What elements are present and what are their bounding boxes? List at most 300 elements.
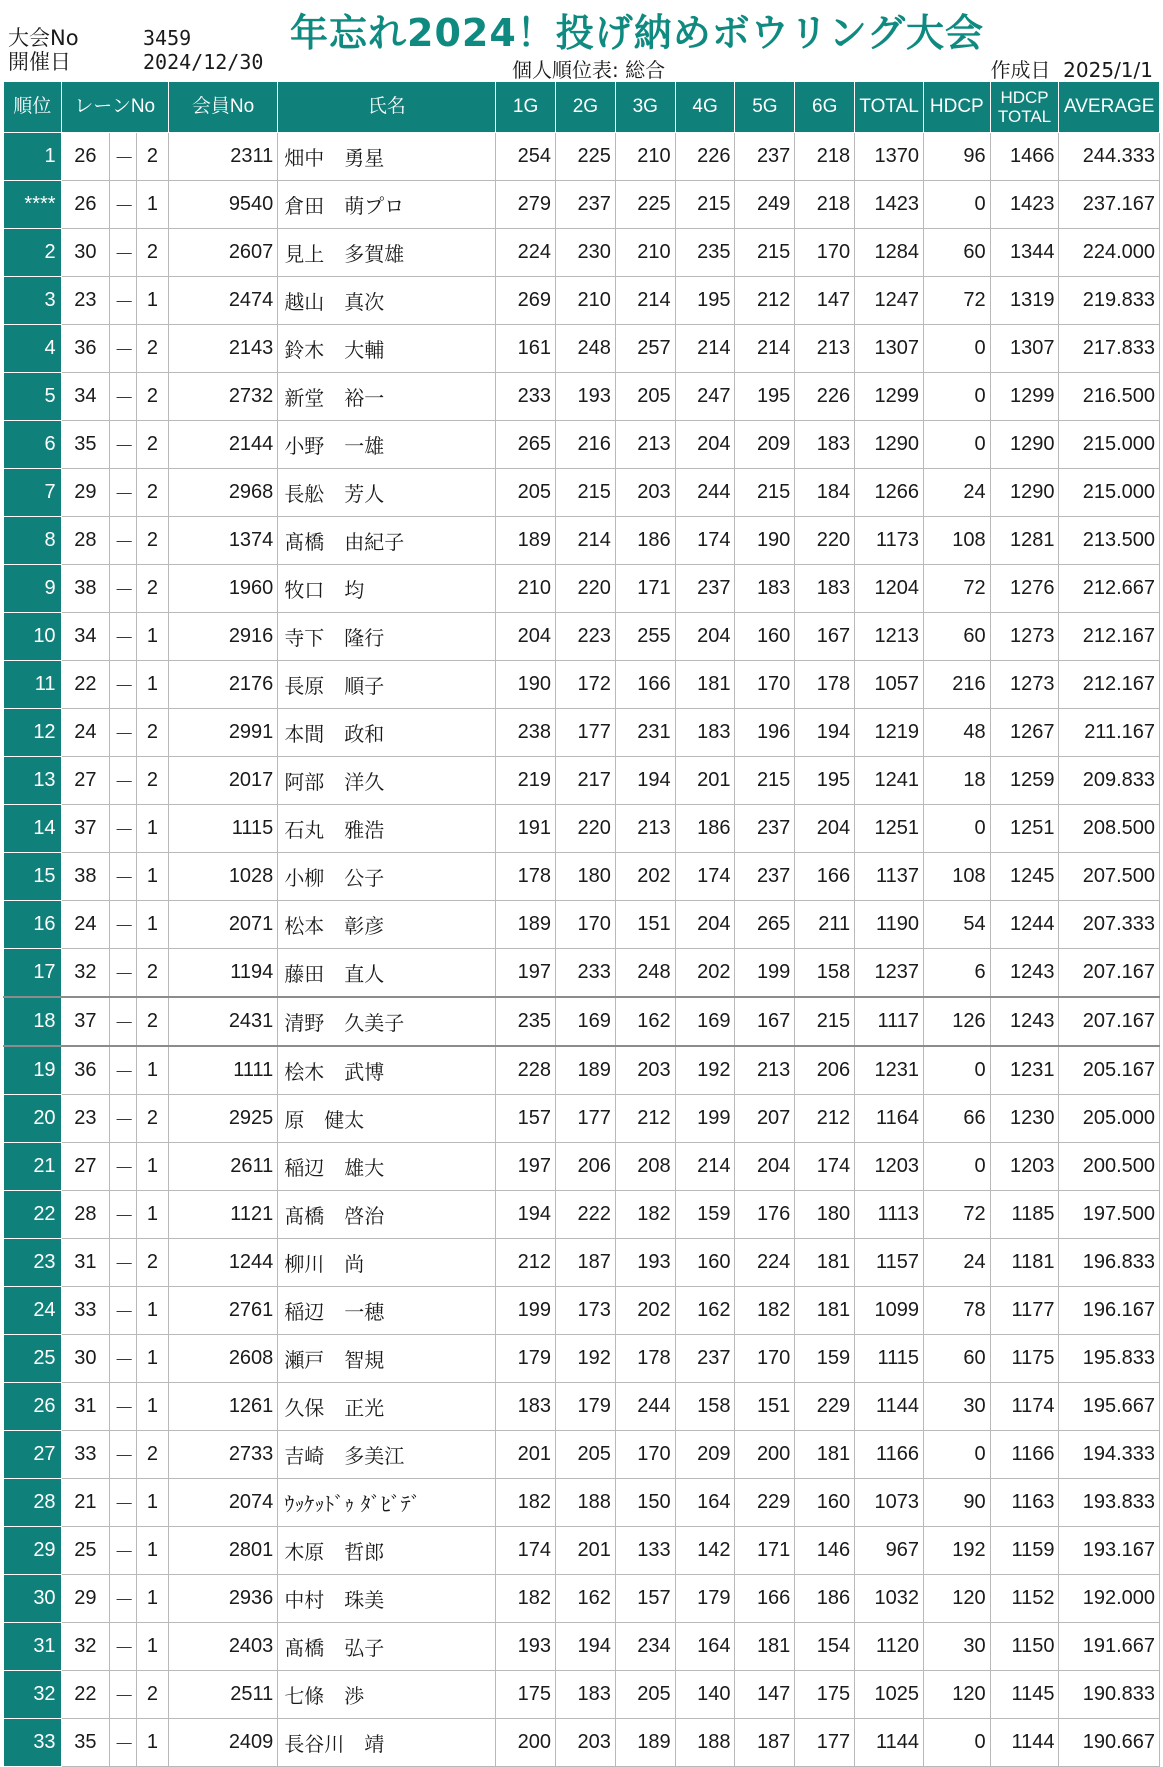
player-name: 原 健太: [278, 1095, 496, 1143]
game-4-score: 140: [675, 1671, 735, 1719]
lane-dash: －: [110, 661, 137, 709]
game-2-score: 215: [556, 469, 616, 517]
table-row: [4, 1287, 1160, 1335]
lane-position: 1: [137, 277, 169, 325]
game-1-score: 191: [496, 805, 556, 853]
game-3-score: 133: [615, 1527, 675, 1575]
hdcp-total-score: 1245: [990, 853, 1059, 901]
rank-cell: 31: [4, 1623, 62, 1671]
game-5-score: 237: [735, 133, 795, 181]
game-3-score: 166: [615, 661, 675, 709]
average-score: 193.833: [1059, 1479, 1160, 1527]
total-score: 1032: [855, 1575, 924, 1623]
player-name: 髙橋 弘子: [278, 1623, 496, 1671]
hdcp-total-score: 1145: [990, 1671, 1059, 1719]
table-row: [4, 1623, 1160, 1671]
hdcp-value: 120: [924, 1575, 991, 1623]
lane-position: 1: [137, 1287, 169, 1335]
table-row: [4, 901, 1160, 949]
lane-number: 33: [61, 1431, 110, 1479]
game-1-score: 182: [496, 1575, 556, 1623]
game-6-score: 213: [795, 325, 855, 373]
hdcp-value: 0: [924, 181, 991, 229]
rank-cell: 20: [4, 1095, 62, 1143]
average-score: 211.167: [1059, 709, 1160, 757]
game-2-score: 189: [556, 1046, 616, 1095]
game-2-score: 216: [556, 421, 616, 469]
game-6-score: 183: [795, 421, 855, 469]
player-name: ｳｯｹｯﾄﾞｩ ﾀﾞﾋﾞﾃﾞ: [278, 1479, 496, 1527]
member-number: 1374: [168, 517, 278, 565]
game-1-score: 189: [496, 517, 556, 565]
game-2-score: 169: [556, 997, 616, 1046]
lane-number: 22: [61, 1671, 110, 1719]
game-6-score: 226: [795, 373, 855, 421]
lane-number: 23: [61, 277, 110, 325]
rank-cell: 26: [4, 1383, 62, 1431]
lane-position: 1: [137, 853, 169, 901]
member-number: 2144: [168, 421, 278, 469]
average-score: 207.500: [1059, 853, 1160, 901]
game-1-score: 190: [496, 661, 556, 709]
header-row: [4, 82, 1160, 133]
game-2-score: 237: [556, 181, 616, 229]
game-1-score: 194: [496, 1191, 556, 1239]
game-6-score: 195: [795, 757, 855, 805]
rank-cell: 13: [4, 757, 62, 805]
lane-position: 2: [137, 373, 169, 421]
game-5-score: 265: [735, 901, 795, 949]
game-2-score: 223: [556, 613, 616, 661]
lane-dash: －: [110, 1143, 137, 1191]
game-4-score: 204: [675, 613, 735, 661]
game-2-score: 210: [556, 277, 616, 325]
game-1-score: 174: [496, 1527, 556, 1575]
hdcp-value: 0: [924, 1431, 991, 1479]
game-6-score: 229: [795, 1383, 855, 1431]
member-number: 1194: [168, 949, 278, 998]
lane-dash: －: [110, 709, 137, 757]
player-name: 髙橋 由紀子: [278, 517, 496, 565]
lane-position: 1: [137, 1191, 169, 1239]
game-1-score: 265: [496, 421, 556, 469]
col-average: AVERAGE: [1059, 82, 1160, 133]
average-score: 209.833: [1059, 757, 1160, 805]
rank-cell: 29: [4, 1527, 62, 1575]
player-name: 見上 多賀雄: [278, 229, 496, 277]
created-date: [990, 54, 1153, 83]
game-6-score: 211: [795, 901, 855, 949]
rank-cell: 27: [4, 1431, 62, 1479]
game-1-score: 183: [496, 1383, 556, 1431]
game-4-score: 215: [675, 181, 735, 229]
hdcp-value: 60: [924, 613, 991, 661]
lane-dash: －: [110, 1719, 137, 1767]
table-row: [4, 709, 1160, 757]
player-name: 稲辺 一穂: [278, 1287, 496, 1335]
member-number: 2017: [168, 757, 278, 805]
game-2-score: 162: [556, 1575, 616, 1623]
lane-dash: －: [110, 1191, 137, 1239]
game-3-score: 150: [615, 1479, 675, 1527]
total-score: 1164: [855, 1095, 924, 1143]
average-score: 200.500: [1059, 1143, 1160, 1191]
game-4-score: 244: [675, 469, 735, 517]
hdcp-total-score: 1344: [990, 229, 1059, 277]
member-number: 1244: [168, 1239, 278, 1287]
lane-number: 32: [61, 1623, 110, 1671]
lane-position: 2: [137, 469, 169, 517]
game-5-score: 151: [735, 1383, 795, 1431]
table-row: [4, 181, 1160, 229]
hdcp-value: 54: [924, 901, 991, 949]
col-hdcp-total: HDCP TOTAL: [990, 82, 1059, 133]
game-3-score: 234: [615, 1623, 675, 1671]
hdcp-total-score: 1203: [990, 1143, 1059, 1191]
game-1-score: 179: [496, 1335, 556, 1383]
hdcp-value: 6: [924, 949, 991, 998]
hdcp-value: 24: [924, 469, 991, 517]
lane-number: 37: [61, 805, 110, 853]
game-5-score: 190: [735, 517, 795, 565]
rank-cell: 8: [4, 517, 62, 565]
total-score: 1190: [855, 901, 924, 949]
hdcp-value: 72: [924, 277, 991, 325]
game-5-score: 237: [735, 805, 795, 853]
game-1-score: 189: [496, 901, 556, 949]
game-6-score: 178: [795, 661, 855, 709]
lane-position: 1: [137, 1719, 169, 1767]
average-score: 208.500: [1059, 805, 1160, 853]
player-name: 木原 哲郎: [278, 1527, 496, 1575]
lane-position: 1: [137, 1046, 169, 1095]
hdcp-value: 72: [924, 1191, 991, 1239]
lane-position: 2: [137, 709, 169, 757]
table-row: [4, 1335, 1160, 1383]
hdcp-total-score: 1281: [990, 517, 1059, 565]
lane-position: 2: [137, 1239, 169, 1287]
game-6-score: 146: [795, 1527, 855, 1575]
game-2-score: 179: [556, 1383, 616, 1431]
lane-number: 36: [61, 1046, 110, 1095]
total-score: 1307: [855, 325, 924, 373]
lane-dash: －: [110, 517, 137, 565]
member-number: 2511: [168, 1671, 278, 1719]
lane-dash: －: [110, 469, 137, 517]
hdcp-total-score: 1319: [990, 277, 1059, 325]
game-5-score: 215: [735, 757, 795, 805]
game-4-score: 237: [675, 1335, 735, 1383]
game-2-score: 193: [556, 373, 616, 421]
lane-position: 2: [137, 949, 169, 998]
game-4-score: 226: [675, 133, 735, 181]
member-number: 1028: [168, 853, 278, 901]
game-3-score: 213: [615, 421, 675, 469]
hdcp-value: 126: [924, 997, 991, 1046]
table-row: [4, 469, 1160, 517]
lane-number: 38: [61, 853, 110, 901]
hdcp-total-score: 1150: [990, 1623, 1059, 1671]
player-name: 長原 順子: [278, 661, 496, 709]
rank-cell: 10: [4, 613, 62, 661]
game-2-score: 177: [556, 1095, 616, 1143]
total-score: 1057: [855, 661, 924, 709]
lane-dash: －: [110, 1287, 137, 1335]
member-number: 1111: [168, 1046, 278, 1095]
lane-dash: －: [110, 277, 137, 325]
game-1-score: 157: [496, 1095, 556, 1143]
game-4-score: 160: [675, 1239, 735, 1287]
player-name: 瀬戸 智規: [278, 1335, 496, 1383]
rank-cell: ****: [4, 181, 62, 229]
col-game-6: 6G: [795, 82, 855, 133]
member-number: 2409: [168, 1719, 278, 1767]
lane-dash: －: [110, 1671, 137, 1719]
lane-dash: －: [110, 1527, 137, 1575]
game-5-score: 215: [735, 469, 795, 517]
rank-cell: 21: [4, 1143, 62, 1191]
total-score: 1247: [855, 277, 924, 325]
game-5-score: 209: [735, 421, 795, 469]
game-4-score: 188: [675, 1719, 735, 1767]
game-5-score: 196: [735, 709, 795, 757]
game-6-score: 158: [795, 949, 855, 998]
game-2-score: 233: [556, 949, 616, 998]
lane-dash: －: [110, 1046, 137, 1095]
game-6-score: 181: [795, 1239, 855, 1287]
average-score: 207.167: [1059, 997, 1160, 1046]
player-name: 藤田 直人: [278, 949, 496, 998]
ranking-table: [3, 81, 1160, 1767]
game-6-score: 184: [795, 469, 855, 517]
member-number: 2607: [168, 229, 278, 277]
hdcp-total-score: 1185: [990, 1191, 1059, 1239]
col-total: TOTAL: [855, 82, 924, 133]
hdcp-value: 120: [924, 1671, 991, 1719]
member-number: 2801: [168, 1527, 278, 1575]
rank-cell: 17: [4, 949, 62, 998]
lane-dash: －: [110, 853, 137, 901]
average-score: 213.500: [1059, 517, 1160, 565]
lane-dash: －: [110, 133, 137, 181]
member-number: 1960: [168, 565, 278, 613]
rank-cell: 2: [4, 229, 62, 277]
hdcp-total-score: 1259: [990, 757, 1059, 805]
game-2-score: 187: [556, 1239, 616, 1287]
game-5-score: 213: [735, 1046, 795, 1095]
total-score: 1284: [855, 229, 924, 277]
average-score: 207.333: [1059, 901, 1160, 949]
player-name: 長谷川 靖: [278, 1719, 496, 1767]
table-row: [4, 805, 1160, 853]
hdcp-total-score: 1273: [990, 613, 1059, 661]
member-number: 2732: [168, 373, 278, 421]
col-game-4: 4G: [675, 82, 735, 133]
average-score: 215.000: [1059, 469, 1160, 517]
hdcp-value: 18: [924, 757, 991, 805]
hdcp-value: 0: [924, 1046, 991, 1095]
lane-dash: －: [110, 565, 137, 613]
rank-cell: 19: [4, 1046, 62, 1095]
average-score: 194.333: [1059, 1431, 1160, 1479]
hdcp-total-score: 1177: [990, 1287, 1059, 1335]
game-6-score: 218: [795, 133, 855, 181]
hdcp-total-score: 1175: [990, 1335, 1059, 1383]
table-row: [4, 1527, 1160, 1575]
hdcp-value: 72: [924, 565, 991, 613]
average-score: 195.667: [1059, 1383, 1160, 1431]
game-1-score: 197: [496, 949, 556, 998]
member-number: 2611: [168, 1143, 278, 1191]
game-4-score: 235: [675, 229, 735, 277]
game-6-score: 215: [795, 997, 855, 1046]
game-1-score: 212: [496, 1239, 556, 1287]
hdcp-total-score: 1144: [990, 1719, 1059, 1767]
table-row: [4, 997, 1160, 1046]
game-6-score: 177: [795, 1719, 855, 1767]
game-5-score: 160: [735, 613, 795, 661]
player-name: 越山 真次: [278, 277, 496, 325]
rank-cell: 4: [4, 325, 62, 373]
total-score: 1204: [855, 565, 924, 613]
lane-position: 1: [137, 661, 169, 709]
game-1-score: 178: [496, 853, 556, 901]
lane-dash: －: [110, 1431, 137, 1479]
average-score: 217.833: [1059, 325, 1160, 373]
hdcp-total-score: 1276: [990, 565, 1059, 613]
game-5-score: 171: [735, 1527, 795, 1575]
total-score: 1137: [855, 853, 924, 901]
rank-cell: 3: [4, 277, 62, 325]
hdcp-value: 108: [924, 517, 991, 565]
game-6-score: 183: [795, 565, 855, 613]
player-name: 中村 珠美: [278, 1575, 496, 1623]
hdcp-value: 48: [924, 709, 991, 757]
game-4-score: 209: [675, 1431, 735, 1479]
game-1-score: 205: [496, 469, 556, 517]
average-score: 219.833: [1059, 277, 1160, 325]
total-score: 1213: [855, 613, 924, 661]
game-6-score: 180: [795, 1191, 855, 1239]
member-number: 2143: [168, 325, 278, 373]
game-2-score: 173: [556, 1287, 616, 1335]
game-3-score: 213: [615, 805, 675, 853]
lane-dash: －: [110, 325, 137, 373]
game-5-score: 176: [735, 1191, 795, 1239]
game-2-score: 217: [556, 757, 616, 805]
game-4-score: 169: [675, 997, 735, 1046]
lane-dash: －: [110, 181, 137, 229]
game-4-score: 204: [675, 901, 735, 949]
lane-dash: －: [110, 1095, 137, 1143]
total-score: 1231: [855, 1046, 924, 1095]
game-6-score: 181: [795, 1287, 855, 1335]
lane-position: 2: [137, 1671, 169, 1719]
created-value: 2025/1/1: [1063, 58, 1153, 82]
tournament-info: [8, 26, 263, 74]
member-number: 2936: [168, 1575, 278, 1623]
lane-position: 2: [137, 325, 169, 373]
game-2-score: 220: [556, 565, 616, 613]
col-rank: 順位: [4, 82, 62, 133]
game-1-score: 235: [496, 997, 556, 1046]
total-score: 1115: [855, 1335, 924, 1383]
game-4-score: 162: [675, 1287, 735, 1335]
game-1-score: 210: [496, 565, 556, 613]
game-5-score: 183: [735, 565, 795, 613]
hdcp-total-score: 1273: [990, 661, 1059, 709]
col-game-2: 2G: [556, 82, 616, 133]
rank-cell: 9: [4, 565, 62, 613]
lane-number: 27: [61, 1143, 110, 1191]
game-5-score: 167: [735, 997, 795, 1046]
game-4-score: 214: [675, 1143, 735, 1191]
total-score: 1144: [855, 1383, 924, 1431]
game-5-score: 212: [735, 277, 795, 325]
lane-number: 31: [61, 1239, 110, 1287]
game-5-score: 170: [735, 1335, 795, 1383]
game-1-score: 175: [496, 1671, 556, 1719]
game-5-score: 182: [735, 1287, 795, 1335]
game-3-score: 202: [615, 1287, 675, 1335]
total-score: 1173: [855, 517, 924, 565]
player-name: 畑中 勇星: [278, 133, 496, 181]
game-3-score: 186: [615, 517, 675, 565]
table-row: [4, 1719, 1160, 1767]
lane-number: 29: [61, 1575, 110, 1623]
hdcp-value: 60: [924, 229, 991, 277]
game-6-score: 167: [795, 613, 855, 661]
hdcp-value: 0: [924, 805, 991, 853]
game-6-score: 174: [795, 1143, 855, 1191]
member-number: 2761: [168, 1287, 278, 1335]
lane-number: 27: [61, 757, 110, 805]
lane-position: 1: [137, 1623, 169, 1671]
player-name: 阿部 洋久: [278, 757, 496, 805]
game-4-score: 237: [675, 565, 735, 613]
game-1-score: 204: [496, 613, 556, 661]
rank-cell: 11: [4, 661, 62, 709]
hdcp-total-score: 1267: [990, 709, 1059, 757]
game-2-score: 188: [556, 1479, 616, 1527]
table-row: [4, 1383, 1160, 1431]
lane-number: 30: [61, 1335, 110, 1383]
tournament-no-label: 大会No: [8, 26, 79, 50]
lane-dash: －: [110, 1383, 137, 1431]
lane-position: 1: [137, 1335, 169, 1383]
lane-position: 2: [137, 997, 169, 1046]
game-3-score: 212: [615, 1095, 675, 1143]
total-score: 1203: [855, 1143, 924, 1191]
game-6-score: 181: [795, 1431, 855, 1479]
member-number: 1261: [168, 1383, 278, 1431]
total-score: 1290: [855, 421, 924, 469]
game-1-score: 182: [496, 1479, 556, 1527]
game-4-score: 164: [675, 1479, 735, 1527]
game-1-score: 254: [496, 133, 556, 181]
report-subtitle: 個人順位表: 総合: [512, 58, 666, 82]
member-number: 2733: [168, 1431, 278, 1479]
average-score: 190.833: [1059, 1671, 1160, 1719]
member-number: 2916: [168, 613, 278, 661]
member-number: 2311: [168, 133, 278, 181]
lane-position: 1: [137, 1383, 169, 1431]
average-score: 195.833: [1059, 1335, 1160, 1383]
hdcp-total-score: 1230: [990, 1095, 1059, 1143]
average-score: 212.167: [1059, 613, 1160, 661]
hdcp-value: 66: [924, 1095, 991, 1143]
game-5-score: 199: [735, 949, 795, 998]
